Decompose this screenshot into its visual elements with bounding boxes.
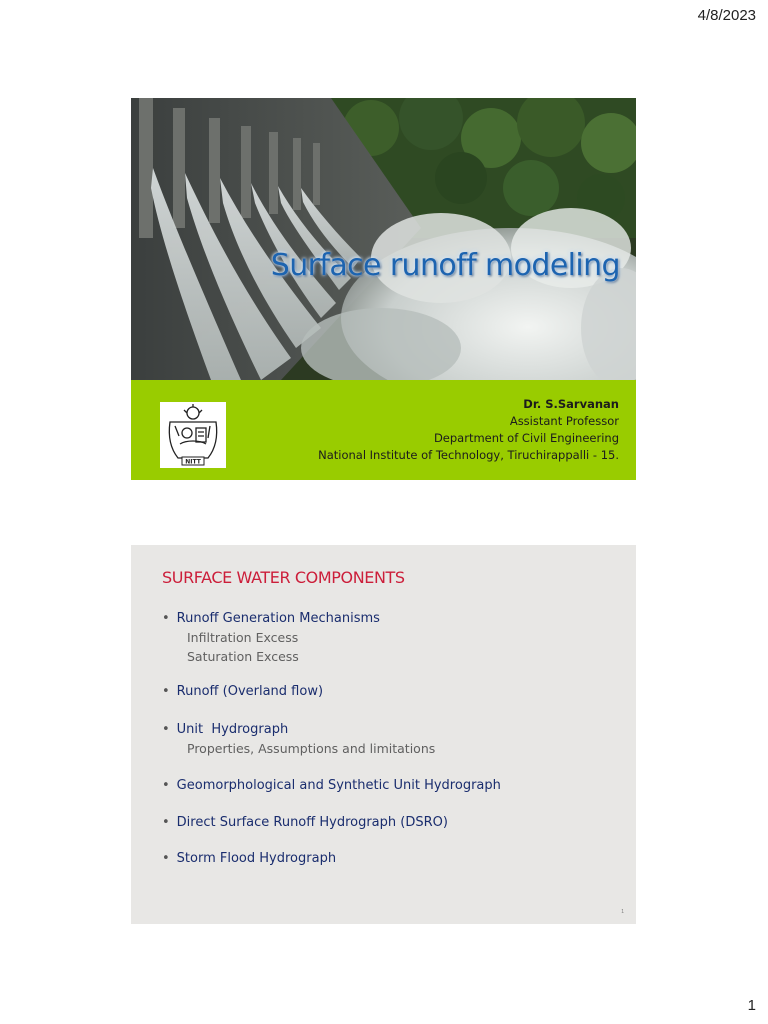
slide-number: 1 <box>621 909 624 915</box>
bullet-item: • Direct Surface Runoff Hydrograph (DSRO) <box>162 815 448 830</box>
dam-spillway-photo <box>131 98 636 380</box>
bullet-item: • Unit Hydrograph <box>162 722 289 737</box>
bullet-item: • Geomorphological and Synthetic Unit Hydrograph <box>162 778 501 793</box>
author-name: Dr. S.Sarvanan <box>523 397 619 411</box>
author-department: Department of Civil Engineering <box>433 431 619 445</box>
author-info <box>318 396 619 464</box>
nitt-logo <box>160 402 226 468</box>
sub-item: Properties, Assumptions and limitations <box>187 741 436 756</box>
bullet-item: • Runoff (Overland flow) <box>162 684 324 699</box>
title-slide <box>131 98 636 480</box>
bullet-item: • Storm Flood Hydrograph <box>162 851 337 866</box>
author-institute: National Institute of Technology, Tiruchirappalli - 15. <box>318 448 619 462</box>
nitt-logo-text: NITT <box>185 458 201 466</box>
author-position: Assistant Professor <box>509 414 619 428</box>
slide-heading: SURFACE WATER COMPONENTS <box>162 568 405 587</box>
bullet-item: • Runoff Generation Mechanisms <box>162 611 380 626</box>
page-number: 1 <box>747 997 756 1014</box>
author-band <box>131 380 636 480</box>
sub-item: Infiltration Excess <box>187 630 299 645</box>
content-slide <box>131 545 636 924</box>
slide-title: Surface runoff modeling <box>270 248 620 283</box>
page-date: 4/8/2023 <box>697 7 756 24</box>
sub-item: Saturation Excess <box>187 649 299 664</box>
